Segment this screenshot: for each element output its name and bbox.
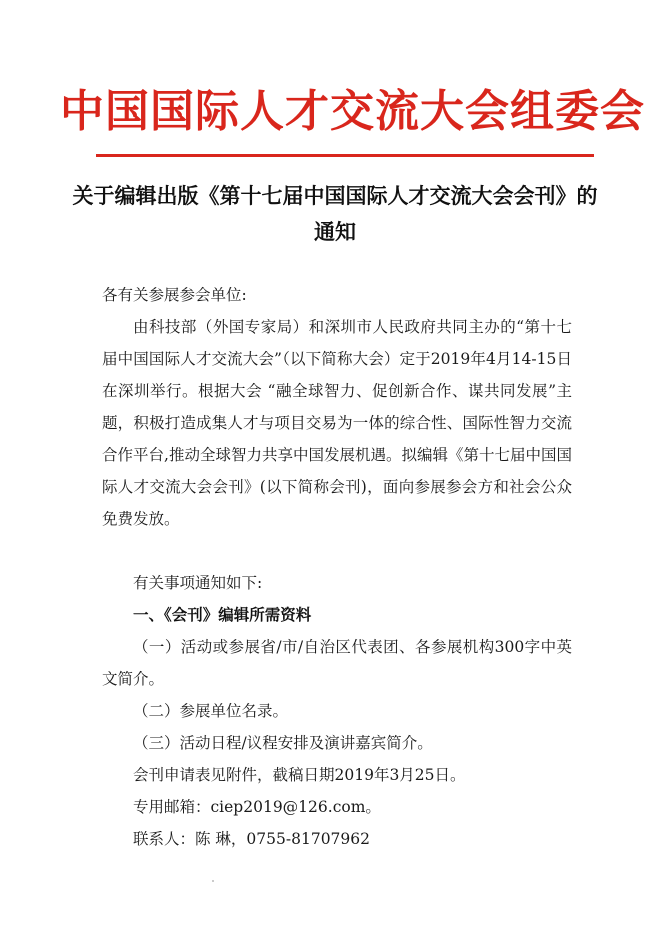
contact-line: 联系人：陈 琳，0755-81707962 — [133, 830, 371, 848]
scan-speck — [212, 880, 214, 882]
deadline-line: 会刊申请表见附件，截稿日期2019年3月25日。 — [133, 766, 466, 784]
notice-intro: 有关事项通知如下: — [133, 574, 263, 592]
list-item: （三）活动日程/议程安排及演讲嘉宾简介。 — [133, 734, 433, 752]
section-heading-1: 一、《会刊》编辑所需资料 — [133, 606, 312, 624]
email-line: 专用邮箱：ciep2019@126.com。 — [133, 798, 381, 816]
salutation: 各有关参展参会单位: — [102, 286, 247, 304]
notice-title: 关于编辑出版《第十七届中国国际人才交流大会会刊》的通知 — [72, 183, 598, 244]
letterhead-title: 中国国际人才交流大会组委会 — [60, 86, 645, 137]
list-item: （一）活动或参展省/市/自治区代表团、各参展机构300字中英文简介。 — [102, 638, 572, 688]
list-item: （二）参展单位名录。 — [133, 702, 289, 720]
letterhead-red-divider — [96, 154, 594, 157]
body-paragraph-1: 由科技部（外国专家局）和深圳市人民政府共同主办的“第十七届中国国际人才交流大会”（以下简称大会）定于2019年4月14-15日在深圳举行。根据大会 “融全球智力、促创新合作、谋共同发展”主题，积极打造成集人才与项目交易为一体的综合性、国际性智力交流合作平台,推动全球智力共享中国发展机遇。拟编辑《第十七届中国国际人才交流大会会刊》(以下简称会刊)，面向参展参会方和社会公众免费发放。 — [102, 318, 572, 528]
